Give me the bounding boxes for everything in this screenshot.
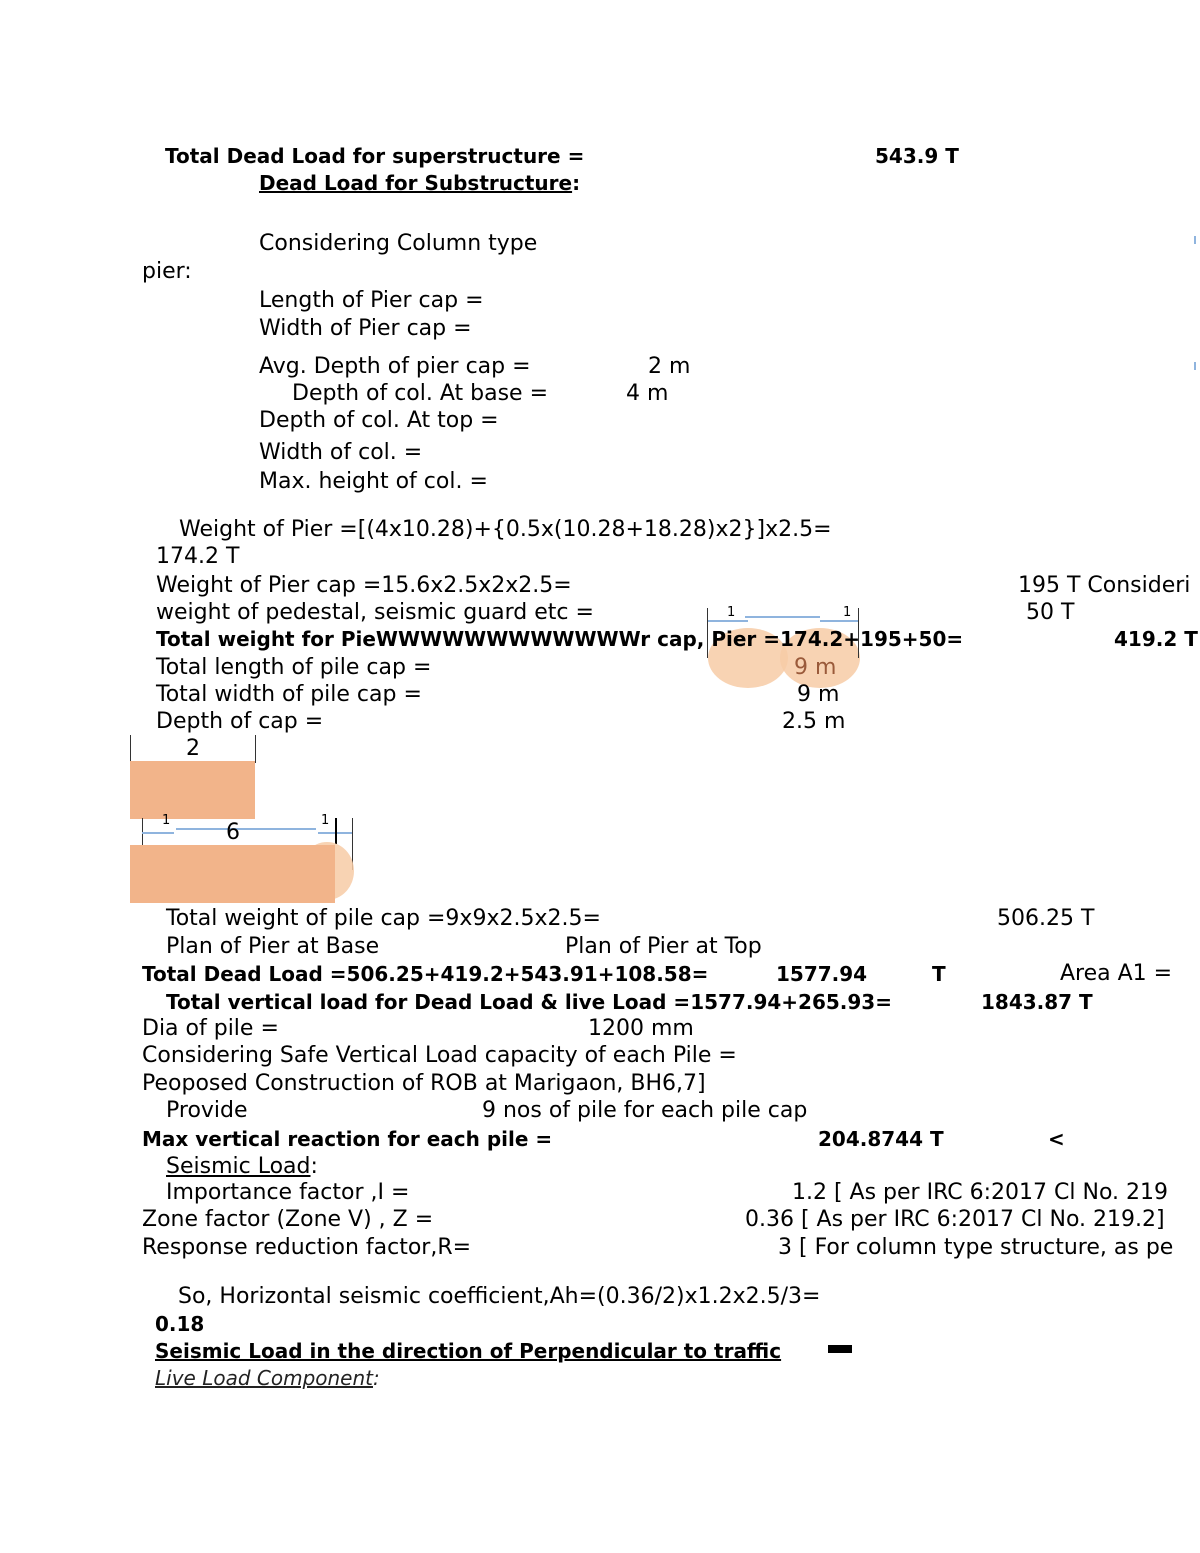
horizontal-coefficient-value: 0.18 [155,1312,205,1336]
weight-pier-cap-value: 195 T Consideri [1018,573,1191,598]
dim-line-mid [745,616,820,618]
weight-pedestal-value: 50 T [1026,600,1075,625]
lower-dim-small-right: 1 [321,813,330,828]
avg-depth-pier-cap-value: 2 m [648,354,691,379]
total-dead-load-super-value: 543.9 T [875,144,959,168]
max-reaction: Max vertical reaction for each pile = [142,1127,553,1151]
total-vertical-load: Total vertical load for Dead Load & live Load =1577.94+265.93= [166,990,892,1014]
black-mark [828,1345,852,1353]
zone-factor-value: 0.36 [ As per IRC 6:2017 Cl No. 219.2] [745,1207,1165,1232]
depth-cap: Depth of cap = [156,709,324,734]
seismic-heading-text: Seismic Load [166,1154,311,1179]
dim-line-left [708,620,748,622]
total-weight-pile-cap: Total weight of pile cap =9x9x2.5x2.5= [166,906,601,931]
seismic-heading [166,1156,318,1178]
total-length-pile-cap: Total length of pile cap = [156,655,432,680]
top-dim-guide-left [130,735,131,763]
response-factor: Response reduction factor,R= [142,1235,472,1260]
live-load-component-text: Live Load Component [155,1366,373,1390]
weight-pedestal: weight of pedestal, seismic guard etc = [156,600,594,625]
total-weight-pier-value: 419.2 T [1114,627,1198,651]
total-dead-load-value: 1577.94 [776,962,868,986]
total-weight-pier: Total weight for PieWWWWWWWWWWWWr cap, Pier =174.2+195+50= [156,627,964,651]
importance-factor: Importance factor ,I = [166,1180,410,1205]
dead-load-sub-heading-text: Dead Load for Substructure [259,171,573,195]
top-dim-label: 2 [186,736,200,761]
less-than-symbol: < [1048,1127,1065,1151]
bottom-dim-label: 6 [226,820,240,845]
dead-load-sub-heading [259,173,580,193]
dia-pile: Dia of pile = [142,1016,279,1041]
pier-top-rect [130,761,255,819]
proposed-construction: Peoposed Construction of ROB at Marigaon, BH6,7] [142,1071,706,1096]
dia-pile-value: 1200 mm [588,1016,694,1041]
considering-column-line2: pier: [142,259,192,284]
provide-value: 9 nos of pile for each pile cap [482,1098,808,1123]
top-dim-guide-right [255,735,256,763]
depth-cap-value: 2.5 m [782,709,846,734]
live-load-component [155,1368,380,1388]
total-length-pile-cap-value: 9 m [794,655,837,680]
horizontal-coefficient: So, Horizontal seismic coefficient,Ah=(0.36/2)x1.2x2.5/3= [178,1284,821,1309]
depth-col-base-value: 4 m [626,381,669,406]
weight-pier-formula: Weight of Pier =[(4x10.28)+{0.5x(10.28+18.28)x2}]x2.5= [179,517,832,542]
width-col: Width of col. = [259,440,423,465]
width-pier-cap: Width of Pier cap = [259,316,472,341]
length-pier-cap: Length of Pier cap = [259,288,484,313]
depth-col-top: Depth of col. At top = [259,408,499,433]
total-dead-load-unit: T [932,962,946,986]
plan-pier-base: Plan of Pier at Base [166,934,380,959]
total-dead-load: Total Dead Load =506.25+419.2+543.91+108.58= [142,962,709,986]
weight-pier-cap: Weight of Pier cap =15.6x2.5x2x2.5= [156,573,572,598]
total-width-pile-cap: Total width of pile cap = [156,682,422,707]
weight-pier-value: 174.2 T [156,544,240,569]
total-dead-load-super-label: Total Dead Load for superstructure = [165,144,585,168]
lower-dim-line-left [142,832,174,834]
lower-dim-small-left: 1 [162,813,171,828]
total-width-pile-cap-value: 9 m [797,682,840,707]
total-vertical-load-value: 1843.87 T [981,990,1093,1014]
safe-capacity: Considering Safe Vertical Load capacity of each Pile = [142,1043,737,1068]
edge-arrow-bottom-icon [1194,362,1200,370]
area-a1: Area A1 = [1060,961,1173,986]
live-load-component-colon: : [373,1366,380,1390]
zone-factor: Zone factor (Zone V) , Z = [142,1207,434,1232]
pier-base-rect [130,845,335,903]
depth-col-base: Depth of col. At base = [292,381,549,406]
seismic-perpendicular-heading: Seismic Load in the direction of Perpendicular to traffic [155,1339,782,1363]
response-factor-value: 3 [ For column type structure, as pe [778,1235,1174,1260]
considering-column-line1: Considering Column type [259,231,538,256]
total-weight-pile-cap-value: 506.25 T [997,906,1095,931]
dim-line-right [820,620,858,622]
plan-pier-top: Plan of Pier at Top [565,934,762,959]
max-reaction-value: 204.8744 T [818,1127,944,1151]
upper-dim-right: 1 [843,605,852,620]
dead-load-sub-colon: : [572,171,581,195]
importance-factor-value: 1.2 [ As per IRC 6:2017 Cl No. 219 [792,1180,1168,1205]
edge-arrow-top-icon [1194,236,1200,244]
upper-dim-left: 1 [727,605,736,620]
lower-dim-line-mid [176,828,316,830]
lower-dim-tick [335,818,337,844]
avg-depth-pier-cap: Avg. Depth of pier cap = [259,354,531,379]
provide-label: Provide [166,1098,248,1123]
seismic-heading-colon: : [310,1154,318,1179]
max-height-col: Max. height of col. = [259,469,488,494]
